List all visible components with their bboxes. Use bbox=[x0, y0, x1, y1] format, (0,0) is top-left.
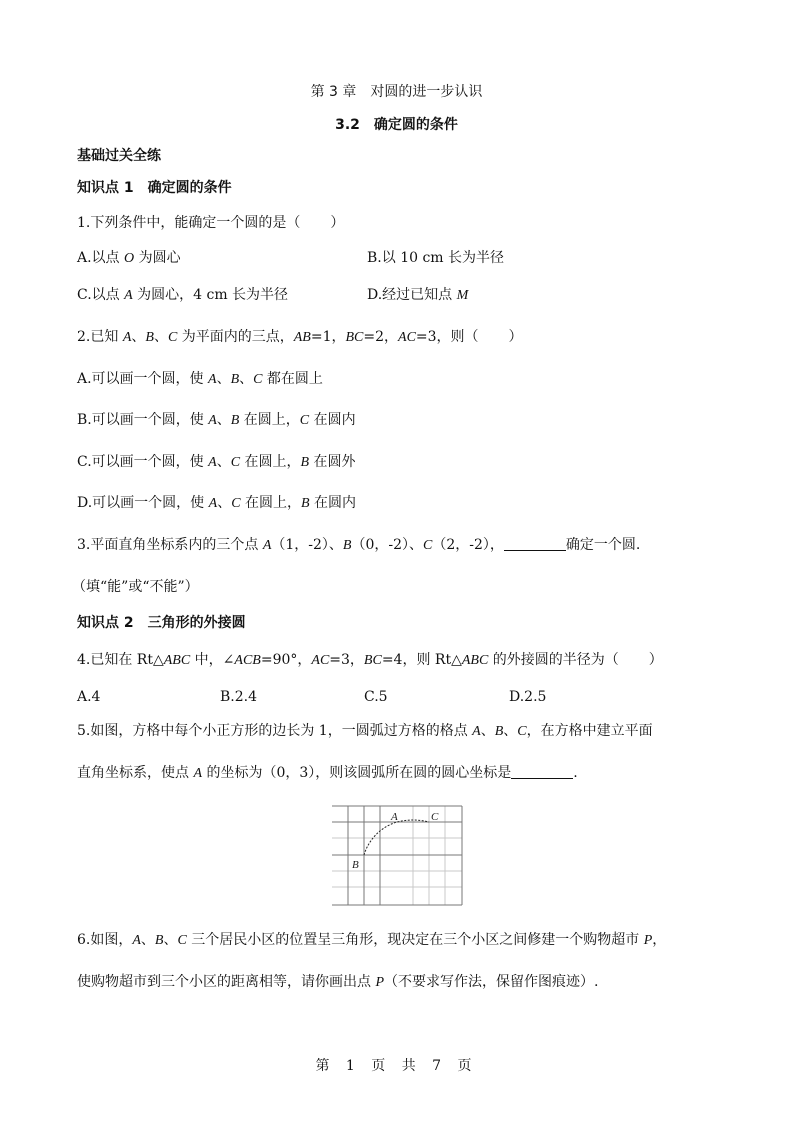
knowledge-point-2: 知识点 2 三角形的外接圆 bbox=[77, 615, 246, 631]
question-4-option-b: B.2.4 bbox=[220, 689, 258, 705]
section-title: 3.2 确定圆的条件 bbox=[335, 117, 458, 133]
chapter-title: 第 3 章 对圆的进一步认识 bbox=[310, 84, 483, 100]
question-5-line-2: 直角坐标系，使点 A 的坐标为（0，3），则该圆弧所在圆的圆心坐标是 . bbox=[77, 765, 578, 781]
point-label-a: A bbox=[391, 811, 398, 823]
question-4-stem: 4.已知在 Rt△ABC 中，∠ACB=90°，AC=3，BC=4，则 Rt△ABC 的外接圆的半径为（ ） bbox=[77, 652, 663, 668]
question-4-option-c: C.5 bbox=[364, 689, 388, 705]
answer-blank[interactable] bbox=[511, 764, 573, 779]
grid-arc-figure bbox=[328, 800, 468, 910]
question-4-option-a: A.4 bbox=[77, 689, 101, 705]
question-1-option-b: B.以 10 cm 长为半径 bbox=[367, 250, 505, 266]
question-6-line-1: 6.如图，A、B、C 三个居民小区的位置呈三角形，现决定在三个小区之间修建一个购物超市 P， bbox=[77, 932, 667, 948]
question-1-option-a: A.以点 O 为圆心 bbox=[77, 250, 181, 266]
point-label-b: B bbox=[352, 859, 359, 871]
question-1-option-d: D.经过已知点 M bbox=[367, 287, 469, 303]
question-1-option-c: C.以点 A 为圆心，4 cm 长为半径 bbox=[77, 287, 289, 303]
question-3-stem: 3.平面直角坐标系内的三个点 A（1，-2）、B（0，-2）、C（2，-2）， 确定一个圆. bbox=[77, 537, 641, 553]
point-label-c: C bbox=[431, 811, 439, 823]
exercise-heading: 基础过关全练 bbox=[77, 148, 161, 164]
page-footer: 第 1 页 共 7 页 bbox=[315, 1058, 478, 1074]
question-2-option-b: B.可以画一个圆，使 A、B 在圆上，C 在圆内 bbox=[77, 412, 356, 428]
question-2-stem: 2.已知 A、B、C 为平面内的三点，AB=1，BC=2，AC=3，则（ ） bbox=[77, 329, 523, 345]
question-4-option-d: D.2.5 bbox=[509, 689, 547, 705]
question-6-line-2: 使购物超市到三个小区的距离相等，请你画出点 P（不要求写作法，保留作图痕迹）. bbox=[77, 974, 599, 990]
question-2-option-c: C.可以画一个圆，使 A、C 在圆上，B 在圆外 bbox=[77, 454, 356, 470]
answer-blank[interactable] bbox=[504, 536, 566, 551]
question-1-stem: 1.下列条件中，能确定一个圆的是（ ） bbox=[77, 215, 345, 231]
question-2-option-d: D.可以画一个圆，使 A、C 在圆上，B 在圆内 bbox=[77, 495, 357, 511]
question-2-option-a: A.可以画一个圆，使 A、B、C 都在圆上 bbox=[77, 371, 323, 387]
knowledge-point-1: 知识点 1 确定圆的条件 bbox=[77, 180, 232, 196]
question-5-line-1: 5.如图，方格中每个小正方形的边长为 1，一圆弧过方格的格点 A、B、C，在方格中建立平面 bbox=[77, 723, 653, 739]
question-3-hint: （填“能”或“不能”） bbox=[72, 579, 199, 595]
